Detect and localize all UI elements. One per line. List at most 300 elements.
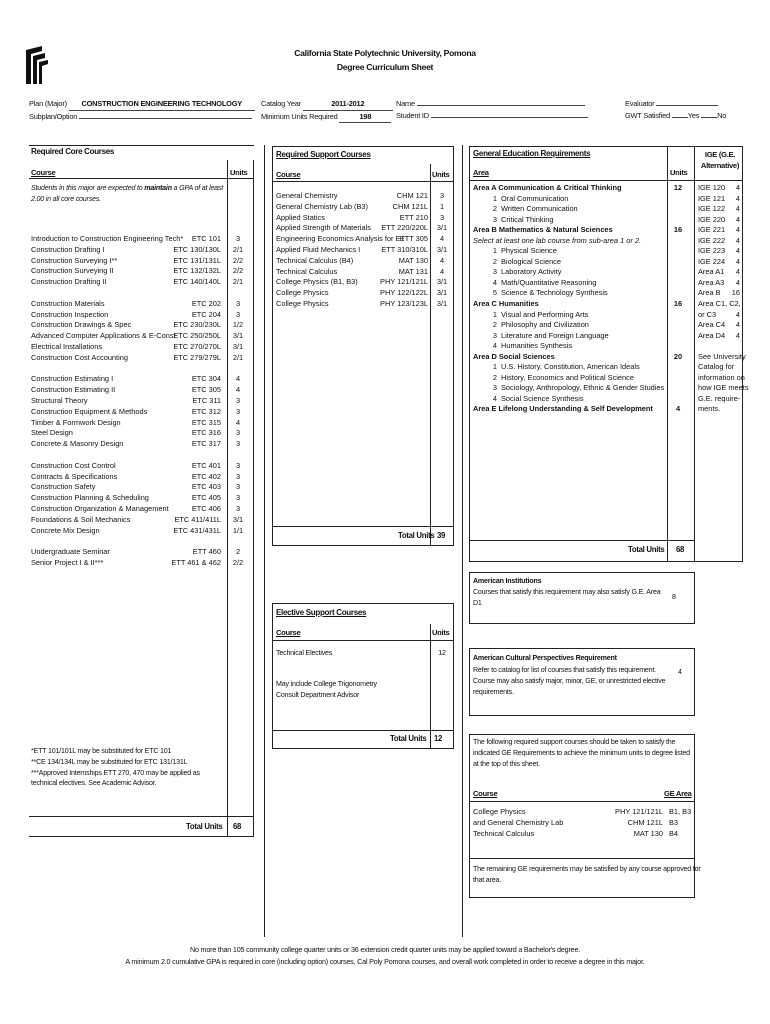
- ge-area-head: Area: [473, 168, 489, 177]
- course-units: 3: [235, 395, 241, 405]
- course-code: ETC 140/140L: [173, 277, 221, 287]
- course-code: ETC 315: [191, 417, 221, 427]
- course-name: Structural Theory: [31, 395, 88, 405]
- ge-subarea-number: 3: [492, 214, 497, 224]
- plan-label: Plan (Major): [29, 99, 67, 108]
- course-name: General Chemistry: [276, 191, 338, 200]
- ge-area-note: Select at least one lab course from sub-area 1 or 2.: [473, 235, 642, 245]
- course-code: ETC 131/131L: [173, 255, 221, 265]
- ge-subarea-name: Sociology, Anthropology, Ethnic & Gender Studies: [501, 383, 665, 393]
- ige-units: 4: [735, 267, 740, 277]
- evaluator-field[interactable]: [656, 105, 718, 106]
- core-title: Required Core Courses: [31, 147, 115, 156]
- ge-support-intro: The following required support courses should be taken to satisfy the indicated GE Requirements to achieve the minimum units to degree listed at the top of this sheet.: [473, 738, 690, 768]
- core-total-label: Total Units: [186, 822, 223, 831]
- ige-row: [698, 184, 740, 195]
- course-name: Construction Organization & Management: [31, 503, 169, 513]
- support-total-rule: [272, 526, 454, 527]
- ge-subarea-number: 4: [492, 277, 497, 287]
- support-course-list: [276, 192, 452, 311]
- ige-units: 4: [735, 309, 740, 319]
- core-total-rule: [29, 816, 254, 817]
- ge-support-area-head: GE Area: [664, 789, 692, 798]
- ige-units: 4: [735, 225, 740, 235]
- course-code: CHM 121L: [392, 201, 428, 211]
- course-code: ETC 250/250L: [173, 331, 221, 341]
- course-name: Concrete & Masonry Design: [31, 439, 124, 449]
- ge-subarea-number: 2: [492, 204, 497, 214]
- course-code: ETC 202: [191, 298, 221, 308]
- course-code: ETC 130/130L: [173, 244, 221, 254]
- ge-subarea-name: Critical Thinking: [501, 214, 554, 224]
- course-code: ETC 305: [191, 385, 221, 395]
- course-name: Construction Planning & Scheduling: [31, 493, 149, 503]
- core-bottom-rule: [29, 836, 254, 837]
- course-units: 4: [439, 255, 445, 265]
- ge-subarea-number: 5: [492, 288, 497, 298]
- course-code: ETC 312: [191, 406, 221, 416]
- table-row: [31, 559, 253, 570]
- ige-units: 4: [735, 214, 740, 224]
- course-code: ETC 401: [191, 460, 221, 470]
- ge-subarea-name: Math/Quantitative Reasoning: [501, 277, 597, 287]
- ige-units: 16: [731, 288, 740, 298]
- course-code: ETC 411/411L: [174, 514, 221, 524]
- course-name: Senior Project I & II***: [31, 557, 104, 567]
- american-institutions-title: American Institutions: [473, 577, 542, 585]
- ge-subarea-number: 1: [492, 193, 497, 203]
- ge-row: [473, 184, 693, 195]
- course-code: PHY 121/121L: [615, 807, 663, 816]
- ge-subarea-name: Laboratory Activity: [501, 267, 562, 277]
- elective-row-units: 12: [438, 649, 446, 657]
- ge-ige-divider: [694, 146, 695, 562]
- course-units: 2/2: [232, 255, 244, 265]
- ge-area-heading: Area E Lifelong Understanding & Self Development: [473, 404, 653, 414]
- ge-subarea-name: Visual and Performing Arts: [501, 309, 589, 319]
- table-row: [473, 830, 693, 841]
- acp-text: Refer to catalog for list of courses that satisfy this requirement. Course may also satisfy major, minor, GE, or unrestricted elective requirements.: [473, 666, 666, 696]
- ge-subarea-name: Literature and Foreign Language: [501, 330, 609, 340]
- course-units: 4: [439, 266, 445, 276]
- course-name: College Physics: [473, 807, 526, 816]
- name-label: Name: [396, 99, 415, 108]
- course-units: 2/2: [232, 266, 244, 276]
- course-code: ETT 310/310L: [381, 244, 428, 254]
- ge-subarea-name: Written Communication: [501, 204, 578, 214]
- course-name: Engineering Economics Analysis for ET: [276, 234, 405, 244]
- ige-course: IGE 120: [698, 183, 726, 192]
- ige-units: 4: [735, 246, 740, 256]
- support-total-label: Total Units: [398, 531, 435, 540]
- ige-course: Area A3: [698, 277, 725, 287]
- course-code: CHM 121: [396, 191, 428, 200]
- ge-subarea-number: 3: [492, 383, 497, 393]
- ige-course: Area D4: [698, 330, 726, 340]
- course-name: Technical Calculus: [473, 828, 535, 838]
- course-name: Construction Cost Control: [31, 460, 116, 470]
- ge-subarea-name: Humanities Synthesis: [501, 341, 573, 351]
- course-code: ETT 220/220L: [381, 223, 428, 233]
- course-code: ETC 403: [191, 482, 221, 492]
- ge-area-units: 4: [675, 404, 681, 414]
- ge-subarea-name: Physical Science: [501, 246, 557, 256]
- ge-subarea-number: 3: [492, 267, 497, 277]
- course-name: Construction Estimating II: [31, 385, 116, 395]
- ige-course: how IGE meets: [698, 383, 749, 393]
- course-code: MAT 130: [398, 255, 428, 265]
- plan-block: [29, 98, 255, 122]
- course-name: Introduction to Construction Engineering Tech*: [31, 234, 184, 243]
- course-code: ETC 405: [191, 493, 221, 503]
- student-id-label: Student ID: [396, 110, 429, 120]
- course-units: 2/1: [232, 352, 244, 362]
- course-units: 4: [235, 417, 241, 427]
- course-name: Steel Design: [31, 428, 73, 438]
- elective-title: Elective Support Courses: [276, 608, 367, 617]
- table-row: [276, 257, 452, 268]
- ge-total-rule: [469, 540, 695, 541]
- acp-units: 4: [678, 668, 682, 676]
- ge-area-units: 12: [673, 183, 683, 192]
- evaluator-block: [625, 98, 726, 121]
- table-row: [276, 300, 452, 311]
- course-units: 3/1: [232, 331, 244, 341]
- gwt-no-field[interactable]: [701, 117, 717, 118]
- ige-course: IGE 222: [698, 235, 726, 245]
- course-name: Technical Calculus (B4): [276, 255, 354, 265]
- course-code: ETC 317: [191, 439, 221, 449]
- table-row: [31, 516, 253, 527]
- ige-units: 4: [735, 330, 740, 340]
- student-block: [396, 98, 588, 121]
- support-head-rule: [272, 181, 454, 182]
- ge-subarea-name: Philosophy and Civilization: [501, 320, 589, 330]
- ige-units: 4: [735, 204, 740, 214]
- footnote-line: technical electives. See Academic Advisor.: [31, 779, 157, 788]
- ige-row: [698, 405, 740, 416]
- elective-box: [272, 603, 454, 749]
- ge-subarea-number: 3: [492, 330, 497, 340]
- course-name: Construction Drafting II: [31, 277, 107, 287]
- ge-subarea-name: Biological Science: [501, 256, 561, 266]
- course-units: 3: [235, 298, 241, 308]
- course-code: ETT 460: [192, 547, 221, 557]
- course-name: Contracts & Specifications: [31, 471, 118, 481]
- ge-total-value: 68: [676, 545, 685, 554]
- plan-value[interactable]: CONSTRUCTION ENGINEERING TECHNOLOGY: [69, 98, 255, 111]
- footer-notes: [0, 944, 770, 968]
- gwt-yes-field[interactable]: [672, 117, 688, 118]
- catalog-year-value[interactable]: 2011-2012: [303, 98, 393, 111]
- ige-course: See University: [698, 351, 746, 361]
- course-units: 3: [235, 471, 241, 481]
- ige-course: Area B: [698, 288, 721, 298]
- course-name: Timber & Formwork Design: [31, 417, 121, 427]
- name-field[interactable]: [417, 105, 585, 106]
- gwt-yes-label: Yes: [687, 110, 700, 120]
- sheet-name: Degree Curriculum Sheet: [336, 61, 434, 72]
- ge-subarea-number: 1: [492, 309, 497, 319]
- ge-area-units: 16: [673, 225, 683, 235]
- ge-subarea-number: 2: [492, 256, 497, 266]
- ge-total-label: Total Units: [628, 545, 665, 554]
- course-name: Electrical Installations: [31, 341, 103, 351]
- subplan-field[interactable]: [79, 118, 252, 119]
- core-intro: Students in this major are expected to maintain a GPA of at least 2.00 in all core courses.: [31, 184, 224, 203]
- table-row: [31, 354, 253, 365]
- american-institutions-text: Courses that satisfy this requirement may also satisfy G.E. Area D1: [473, 588, 661, 607]
- ge-area-heading: Area D Social Sciences: [473, 351, 555, 361]
- ige-course: or C3: [698, 309, 717, 319]
- course-units: 3: [235, 503, 241, 513]
- course-units: 3/1: [232, 341, 244, 351]
- course-code: ETC 270/270L: [173, 341, 221, 351]
- course-code: CHM 121L: [627, 817, 663, 827]
- course-name: Applied Statics: [276, 212, 325, 222]
- table-row: [31, 462, 253, 473]
- course-name: Construction Surveying II: [31, 266, 114, 276]
- ige-units: 4: [735, 235, 740, 245]
- ge-support-list: [473, 808, 693, 840]
- ige-course: IGE 220: [698, 214, 726, 224]
- american-institutions-units: 8: [672, 593, 676, 601]
- ige-course: IGE 221: [698, 225, 726, 235]
- course-name: Technical Calculus: [276, 266, 338, 276]
- ge-subarea-name: U.S. History, Constitution, American Ideals: [501, 362, 640, 372]
- footer-line-1: No more than 105 community college quarter units or 36 extension credit quarter units may be applied toward a Bachelor's degree.: [189, 945, 581, 954]
- support-title: Required Support Courses: [276, 150, 371, 159]
- ge-subarea-number: 4: [492, 341, 497, 351]
- table-row: [31, 527, 253, 538]
- course-name: Construction Estimating I: [31, 374, 114, 384]
- gwt-no-label: No: [717, 110, 727, 120]
- elective-head-rule: [272, 640, 454, 641]
- gwt-label: GWT Satisfied: [625, 110, 670, 120]
- ige-course: IGE 122: [698, 204, 726, 214]
- ige-course: G.E. require-: [698, 393, 741, 403]
- ge-area-code: B1, B3: [669, 807, 692, 816]
- course-name: Construction Cost Accounting: [31, 352, 128, 362]
- footnote-line: **CE 134/134L may be substituted for ETC 131/131L: [31, 757, 188, 766]
- ige-course: Area C4: [698, 320, 726, 330]
- ge-area-units: 20: [673, 351, 683, 361]
- ge-subarea-name: Science & Technology Synthesis: [501, 288, 608, 298]
- ge-subarea-number: 4: [492, 393, 497, 403]
- elective-row-name: Technical Electives: [276, 649, 333, 657]
- elective-course-head: Course: [276, 628, 301, 637]
- catalog-block: [261, 98, 393, 123]
- ge-area-code: B4: [669, 828, 679, 838]
- table-row: [31, 246, 253, 257]
- table-row: [31, 278, 253, 289]
- course-name: College Physics: [276, 288, 329, 298]
- course-units: 3: [235, 234, 241, 243]
- ige-row: [698, 332, 740, 343]
- course-name: Construction Drawings & Spec: [31, 320, 132, 330]
- ige-units: 4: [735, 256, 740, 266]
- course-code: MAT 131: [398, 266, 428, 276]
- ge-area-heading: Area A Communication & Critical Thinking: [473, 183, 622, 192]
- course-units: 3: [235, 309, 241, 319]
- document-title: [0, 47, 770, 74]
- course-code: ETT 461 & 462: [171, 557, 221, 567]
- ge-subarea-number: 2: [492, 320, 497, 330]
- course-units: 4: [235, 385, 241, 395]
- ge-head-rule: [469, 180, 743, 181]
- ge-subarea-number: 1: [492, 362, 497, 372]
- course-code: ETC 311: [192, 395, 221, 405]
- ige-list: [698, 183, 749, 416]
- course-name: College Physics: [276, 298, 329, 308]
- ige-course: Catalog for: [698, 362, 735, 372]
- course-units: 3: [235, 428, 241, 438]
- course-code: ETC 431/431L: [173, 525, 221, 535]
- ge-subarea-name: Oral Communication: [501, 193, 569, 203]
- support-total-value: 39: [437, 531, 446, 540]
- course-units: 3/1: [436, 288, 448, 298]
- course-units: 3: [235, 439, 241, 449]
- course-name: Construction Drafting I: [31, 244, 105, 254]
- course-name: Undergraduate Seminar: [31, 547, 110, 557]
- course-units: 3/1: [232, 514, 244, 524]
- university-name: California State Polytechnic University, Pomona: [294, 48, 476, 58]
- ge-subarea-name: Social Science Synthesis: [501, 393, 584, 403]
- ige-units: 4: [735, 183, 740, 192]
- course-name: Applied Strength of Materials: [276, 223, 371, 233]
- ige-units: 4: [735, 193, 740, 203]
- ige-course: Area C1, C2,: [698, 299, 741, 309]
- course-name: Construction Surveying I**: [31, 255, 118, 265]
- course-code: ETC 101: [191, 234, 221, 243]
- ge-remaining-note: The remaining GE requirements may be satisfied by any course approved for that area.: [473, 865, 701, 884]
- ige-head: IGE (G.E. Alternative): [700, 150, 740, 170]
- catalog-year-label: Catalog Year: [261, 99, 301, 108]
- course-code: ETC 279/279L: [173, 352, 221, 362]
- course-code: ETC 204: [191, 309, 221, 319]
- subplan-label: Subplan/Option: [29, 111, 78, 121]
- ge-support-rule: [469, 858, 695, 859]
- core-course-list: [31, 235, 253, 570]
- ge-area-units: 16: [673, 299, 683, 309]
- column-divider-1: [264, 145, 265, 937]
- acp-title: American Cultural Perspectives Requirement: [473, 654, 617, 662]
- footnote-line: ***Approved Internships ETT 270, 470 may be applied as: [31, 768, 200, 777]
- ge-area-code: B3: [669, 817, 679, 827]
- ige-course: ments.: [698, 404, 721, 414]
- course-units: 3: [235, 460, 241, 470]
- ge-support-course-head: Course: [473, 789, 498, 798]
- core-head-rule: [29, 178, 254, 179]
- core-total-value: 68: [233, 822, 242, 831]
- course-code: MAT 130: [633, 828, 663, 838]
- ige-course: IGE 121: [698, 193, 726, 203]
- evaluator-label: Evaluator: [625, 99, 655, 108]
- core-course-head: Course: [31, 168, 56, 177]
- core-units-head: Units: [230, 168, 248, 177]
- ge-area-heading: Area C Humanities: [473, 299, 539, 309]
- course-units: 3/1: [436, 244, 448, 254]
- course-code: PHY 122/122L: [380, 288, 428, 298]
- course-name: Foundations & Soil Mechanics: [31, 514, 131, 524]
- course-units: 3: [235, 493, 241, 503]
- course-units: 1/2: [232, 320, 244, 330]
- ige-course: information on: [698, 372, 745, 382]
- course-name: General Chemistry Lab (B3): [276, 201, 369, 211]
- ge-subarea-number: 1: [492, 246, 497, 256]
- course-name: Construction Safety: [31, 482, 96, 492]
- course-units: 2/1: [232, 277, 244, 287]
- core-right-border: [253, 160, 254, 836]
- course-code: ETC 230/230L: [173, 320, 221, 330]
- ge-units-head: Units: [670, 168, 688, 177]
- course-name: Advanced Computer Applications & E-Const: [31, 331, 176, 341]
- course-units: 4: [439, 234, 445, 244]
- course-code: ETC 304: [191, 374, 221, 384]
- elective-units-head: Units: [432, 628, 450, 637]
- course-name: College Physics (B1, B3): [276, 277, 358, 287]
- elective-total-rule: [272, 730, 454, 731]
- support-units-head: Units: [432, 170, 450, 179]
- ge-row: [473, 300, 693, 311]
- min-units-value[interactable]: 198: [339, 111, 391, 124]
- course-name: Construction Inspection: [31, 309, 109, 319]
- course-units: 2: [235, 547, 241, 557]
- course-units: 3: [439, 212, 445, 222]
- course-units: 2/2: [232, 557, 244, 567]
- course-name: and General Chemistry Lab: [473, 817, 564, 827]
- ge-support-head-rule: [469, 801, 695, 802]
- table-row: [473, 819, 693, 830]
- student-id-field[interactable]: [431, 117, 588, 118]
- course-code: PHY 123/123L: [380, 298, 428, 308]
- core-notes: [31, 746, 200, 789]
- table-row: [31, 440, 253, 451]
- course-name: Applied Fluid Mechanics I: [276, 244, 361, 254]
- ige-course: Area A1: [698, 267, 725, 277]
- course-units: 3: [235, 482, 241, 492]
- table-row: [31, 300, 253, 311]
- course-units: 2/1: [232, 244, 244, 254]
- course-code: ETC 406: [191, 503, 221, 513]
- elective-total-value: 12: [434, 734, 443, 743]
- footer-line-2: A minimum 2.0 cumulative GPA is required in core (including option) courses, Cal Poly Pomona courses, and overall work completed in order to receive a degree in this major.: [125, 957, 645, 966]
- course-units: 3: [439, 191, 445, 200]
- support-course-head: Course: [276, 170, 301, 179]
- course-units: 3/1: [436, 223, 448, 233]
- course-name: Concrete Mix Design: [31, 525, 100, 535]
- ge-area-list: [473, 184, 693, 416]
- ge-title: General Education Requirements: [473, 149, 591, 158]
- course-units: 3/1: [436, 298, 448, 308]
- core-top-rule: [29, 145, 254, 146]
- elective-note: May include College Trigonometry Consult Department Advisor: [276, 680, 377, 699]
- ige-row: [698, 300, 740, 311]
- course-units: 4: [235, 374, 241, 384]
- course-units: 1/1: [232, 525, 244, 535]
- ge-subarea-number: 2: [492, 372, 497, 382]
- course-units: 3/1: [436, 277, 448, 287]
- course-code: ETC 132/132L: [173, 266, 221, 276]
- ge-area-heading: Area B Mathematics & Natural Sciences: [473, 225, 613, 235]
- ge-row: [473, 405, 693, 416]
- course-code: PHY 121/121L: [380, 277, 428, 287]
- course-units: 1: [439, 201, 445, 211]
- ige-units: 4: [735, 320, 740, 330]
- ige-course: IGE 224: [698, 256, 726, 266]
- ige-course: IGE 223: [698, 246, 726, 256]
- footnote-line: *ETT 101/101L may be substituted for ETC 101: [31, 747, 172, 755]
